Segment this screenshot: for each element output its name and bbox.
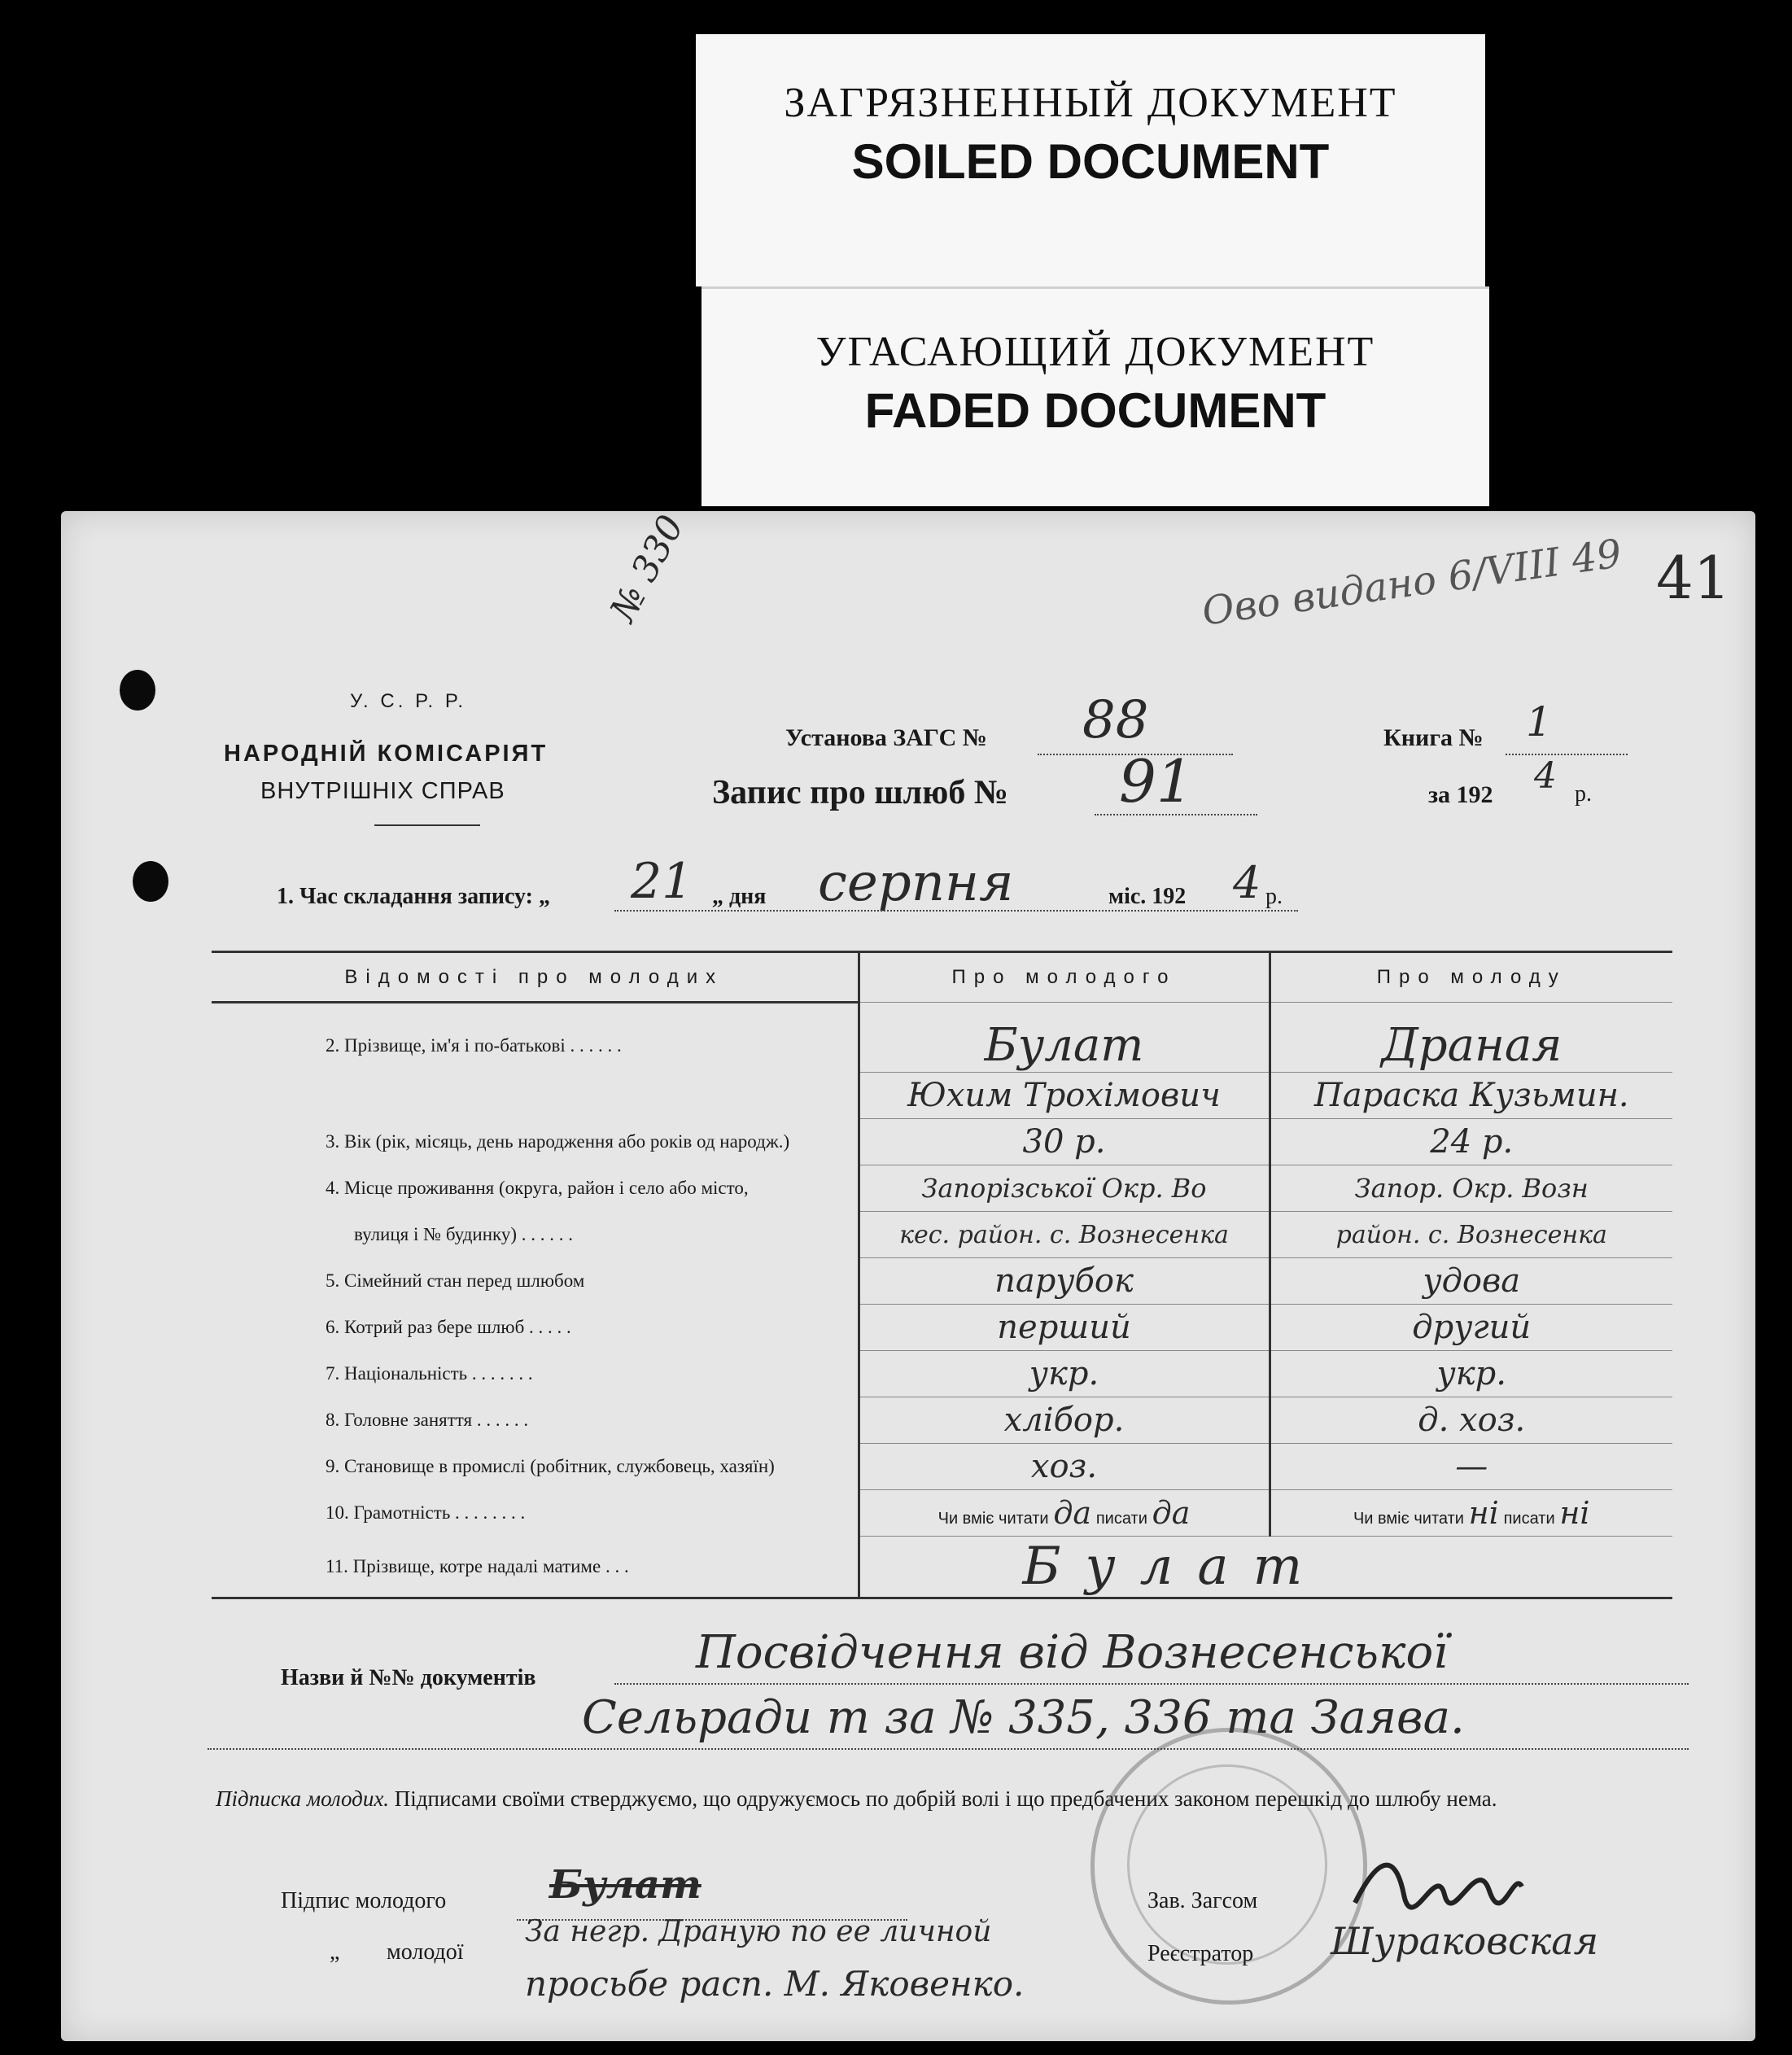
record-number: 91 [1119, 747, 1194, 815]
table-row [212, 1490, 1672, 1537]
header-bride: Про молоду [1270, 952, 1672, 1003]
item1-month: серпня [818, 853, 1014, 913]
faded-document-label [702, 286, 1489, 506]
item1-day-suffix: „ дня [712, 884, 767, 909]
bride-surname: Драная [1270, 1019, 1672, 1073]
groom-literacy [859, 1490, 1270, 1537]
documents-line-2: Сельради т за № 335, 336 та Заява. [582, 1691, 1465, 1744]
republic-abbr: У. С. Р. Р. [350, 690, 467, 712]
department-title: ВНУТРІШНІХ СПРАВ [260, 778, 505, 804]
bride-age: 24 р. [1270, 1119, 1672, 1165]
groom-marriage-count: перший [859, 1305, 1270, 1351]
declaration-text: Підписами своїми стверджуємо, що одружуємось по добрій волі і що предбачених законом перешкід до шлюбу нема. [394, 1786, 1497, 1811]
row-label: 4. Місце проживання (округа, район і село або місто, [212, 1165, 859, 1212]
registry-number: 88 [1082, 690, 1149, 750]
documents-underline-1 [614, 1683, 1689, 1685]
row-label: 6. Котрий раз бере шлюб . . . . . [212, 1305, 859, 1351]
commissariat-title: НАРОДНІЙ КОМІСАРІЯТ [224, 741, 549, 767]
year-digit: 4 [1534, 755, 1557, 797]
bride-signature-line-2: просьбе расп. М. Яковенко. [525, 1964, 1025, 2004]
bride-position: — [1270, 1444, 1672, 1490]
groom-can-write: да [1152, 1495, 1191, 1531]
bride-can-read: ні [1468, 1495, 1499, 1531]
book-underline [1506, 754, 1628, 755]
table-row [212, 1537, 1672, 1598]
bride-can-write: ні [1559, 1495, 1590, 1531]
groom-surname: Булат [859, 1019, 1270, 1073]
groom-residence-1: Запорізської Окр. Во [859, 1165, 1270, 1212]
header-info: Відомості про молодих [212, 952, 859, 1003]
documents-line-1: Посвідчення від Вознесенської [696, 1626, 1449, 1679]
groom-signature-label: Підпис молодого [281, 1888, 447, 1913]
record-underline [1095, 814, 1257, 815]
marriage-details-table [212, 951, 1672, 1599]
bride-marital-status: удова [1270, 1258, 1672, 1305]
table-row [212, 1258, 1672, 1305]
soiled-document-label [696, 34, 1485, 286]
read-label: Чи вміє читати [1353, 1510, 1464, 1528]
item1-underline [614, 910, 1298, 912]
table-row [212, 1019, 1672, 1073]
bride-literacy [1270, 1490, 1672, 1537]
table-row [212, 1073, 1672, 1119]
header-rule [374, 824, 480, 826]
row-label: 3. Вік (рік, місяць, день народження або років од народж.) [212, 1119, 859, 1165]
declaration-title: Підписка молодих. [216, 1786, 390, 1811]
bride-signature-label: молодої [387, 1939, 464, 1965]
documents-label: Назви й №№ документів [281, 1665, 536, 1690]
faded-label-ru: УГАСАЮЩИЙ ДОКУМЕНТ [815, 329, 1375, 375]
groom-occupation: хлібор. [859, 1397, 1270, 1444]
groom-name: Юхим Трохімович [859, 1073, 1270, 1119]
item1-year-suffix: р. [1265, 884, 1283, 909]
declaration [216, 1771, 1672, 1826]
groom-position: хоз. [859, 1444, 1270, 1490]
table-row [212, 1444, 1672, 1490]
record-title: Запис про шлюб № [712, 774, 1009, 811]
literacy-label: 10. Грамотність . . . . . . . . [212, 1490, 859, 1537]
punch-hole [120, 670, 155, 711]
row-label [212, 1073, 859, 1119]
registrar-signature: Шураковская [1331, 1919, 1599, 1963]
bride-occupation: д. хоз. [1270, 1397, 1672, 1444]
head-signature-label: Зав. Загсом [1147, 1888, 1258, 1913]
table-row [212, 1397, 1672, 1444]
bride-residence-1: Запор. Окр. Возн [1270, 1165, 1672, 1212]
row-label: 7. Національність . . . . . . . [212, 1351, 859, 1397]
row-label: 5. Сімейний стан перед шлюбом [212, 1258, 859, 1305]
groom-residence-2: кес. район. с. Вознесенка [859, 1212, 1270, 1258]
item1-label: 1. Час складання запису: „ [277, 884, 550, 909]
read-label: Чи вміє читати [938, 1510, 1049, 1528]
faded-label-en: FADED DOCUMENT [864, 383, 1327, 438]
groom-can-read: да [1053, 1495, 1092, 1531]
table-row [212, 1165, 1672, 1212]
registrar-label: Реєстратор [1147, 1941, 1254, 1966]
table-row [212, 1119, 1672, 1165]
documents-underline-2 [208, 1748, 1689, 1750]
table-header-row [212, 952, 1672, 1003]
groom-age: 30 р. [859, 1119, 1270, 1165]
bride-nationality: укр. [1270, 1351, 1672, 1397]
punch-hole [133, 861, 168, 902]
soiled-label-en: SOILED DOCUMENT [851, 134, 1330, 189]
item1-day: 21 [631, 853, 693, 910]
table-row [212, 1351, 1672, 1397]
marriage-record-form [61, 508, 1755, 2041]
soiled-label-ru: ЗАГРЯЗНЕННЫЙ ДОКУМЕНТ [784, 80, 1397, 126]
registry-label: Установа ЗАГС № [785, 724, 987, 751]
item1-year-digit: 4 [1233, 857, 1261, 908]
book-label: Книга № [1383, 724, 1484, 751]
margin-note: Ово видано 6/VIII 49 [1199, 531, 1625, 635]
row-label: вулиця і № будинку) . . . . . . [212, 1212, 859, 1258]
bride-signature-line-1: За негр. Драную по ее личной [525, 1915, 992, 1948]
head-signature-scribble [1347, 1846, 1526, 1919]
row-label: 9. Становище в промислі (робітник, службовець, хазяїн) [212, 1444, 859, 1490]
year-label: за 192 [1428, 781, 1493, 808]
table-row [212, 1305, 1672, 1351]
groom-marital-status: парубок [859, 1258, 1270, 1305]
bride-quote: „ [330, 1939, 340, 1965]
year-suffix: р. [1575, 781, 1592, 807]
row-label: 2. Прізвище, ім'я і по-батькові . . . . . . [212, 1019, 859, 1073]
groom-nationality: укр. [859, 1351, 1270, 1397]
archive-number: № 330 [602, 508, 693, 628]
row-label: 8. Головне заняття . . . . . . [212, 1397, 859, 1444]
groom-signature: Булат [549, 1862, 702, 1908]
bride-marriage-count: другий [1270, 1305, 1672, 1351]
page-number: 41 [1656, 544, 1731, 612]
write-label: писати [1095, 1510, 1147, 1528]
surname-label: 11. Прізвище, котре надалі матиме . . . [212, 1537, 859, 1598]
head-signature [1347, 1846, 1526, 1919]
item1-month-label: міс. 192 [1108, 884, 1187, 909]
bride-name: Параска Кузьмин. [1270, 1073, 1672, 1119]
write-label: писати [1503, 1510, 1555, 1528]
book-number: 1 [1526, 698, 1552, 745]
bride-residence-2: район. с. Вознесенка [1270, 1212, 1672, 1258]
table-row [212, 1212, 1672, 1258]
header-groom: Про молодого [859, 952, 1270, 1003]
future-surname: Булат [859, 1537, 1672, 1598]
